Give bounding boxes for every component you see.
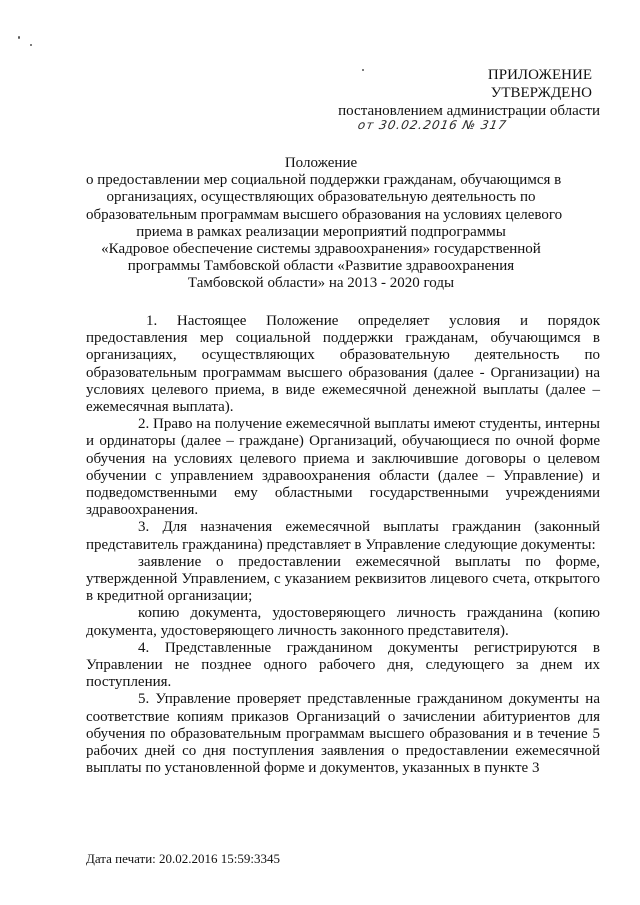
title-line: образовательным программам высшего образования на условиях целевого — [86, 206, 563, 223]
print-date-footer: Дата печати: 20.02.2016 15:59:3345 — [86, 851, 281, 866]
document-body — [86, 313, 600, 777]
paragraph-3: 3. Для назначения ежемесячной выплаты гражданин (законный представитель гражданина) представляет в Управление следующие документы: — [86, 519, 600, 553]
handwritten-date-number: от 30.02.2016 № 317 — [356, 118, 509, 132]
paragraph-4: 4. Представленные гражданином документы регистрируются в Управлении не позднее одного рабочего дня, следующего за днем их поступления. — [86, 639, 600, 691]
title-line: Тамбовской области» на 2013 - 2020 годы — [187, 275, 455, 292]
scan-speck — [18, 36, 20, 39]
title-line: о предоставлении мер социальной поддержки гражданам, обучающимся в — [86, 172, 562, 189]
document-title — [86, 155, 563, 293]
paragraph-2: 2. Право на получение ежемесячной выплаты имеют студенты, интерны и ординаторы (далее – граждане) Организаций, обучающиеся по очной форме обучения на условиях целевого приема и заключившие договоры о целевом обучении с управлением здравоохранения области (далее – Управление) и подведомственными ему областными государственными учреждениями здравоохранения. — [86, 416, 600, 519]
paragraph-3-item-application: заявление о предоставлении ежемесячной выплаты по форме, утвержденной Управлением, с указанием реквизитов лицевого счета, открытого в кредитной организации; — [86, 553, 600, 605]
title-line: организациях, осуществляющих образовательную деятельность по — [106, 189, 536, 206]
title-line: «Кадровое обеспечение системы здравоохранения» государственной — [101, 241, 541, 258]
paragraph-5: 5. Управление проверяет представленные гражданином документы на соответствие копиям приказов Организаций о зачислении абитуриентов для обучения по образовательным программам высшего образования и в течение 5 рабочих дней со дня поступления заявления о предоставлении ежемесячной выплаты по установленной форме и документов, указанных в пункте 3 — [86, 691, 600, 777]
approval-header — [322, 66, 600, 120]
title-line: программы Тамбовской области «Развитие здравоохранения — [127, 258, 515, 275]
appendix-label: ПРИЛОЖЕНИЕ — [487, 67, 592, 83]
paragraph-3-item-id-copy: копию документа, удостоверяющего личность гражданина (копию документа, удостоверяющего личность законного представителя). — [86, 605, 600, 639]
scan-speck — [30, 44, 32, 46]
paragraph-1: 1. Настоящее Положение определяет условия и порядок предоставления мер социальной поддержки гражданам, обучающимся в организациях, осуществляющих образовательную деятельность по образовательным программам высшего образования (далее - Организации) на условиях целевого приема, в виде ежемесячной денежной выплаты (далее – ежемесячная выплата). — [86, 313, 600, 416]
approved-label: УТВЕРЖДЕНО — [490, 85, 592, 101]
title-line: приема в рамках реализации мероприятий подпрограммы — [136, 223, 506, 240]
decree-label: постановлением администрации области — [338, 103, 600, 119]
title-heading: Положение — [284, 155, 358, 171]
